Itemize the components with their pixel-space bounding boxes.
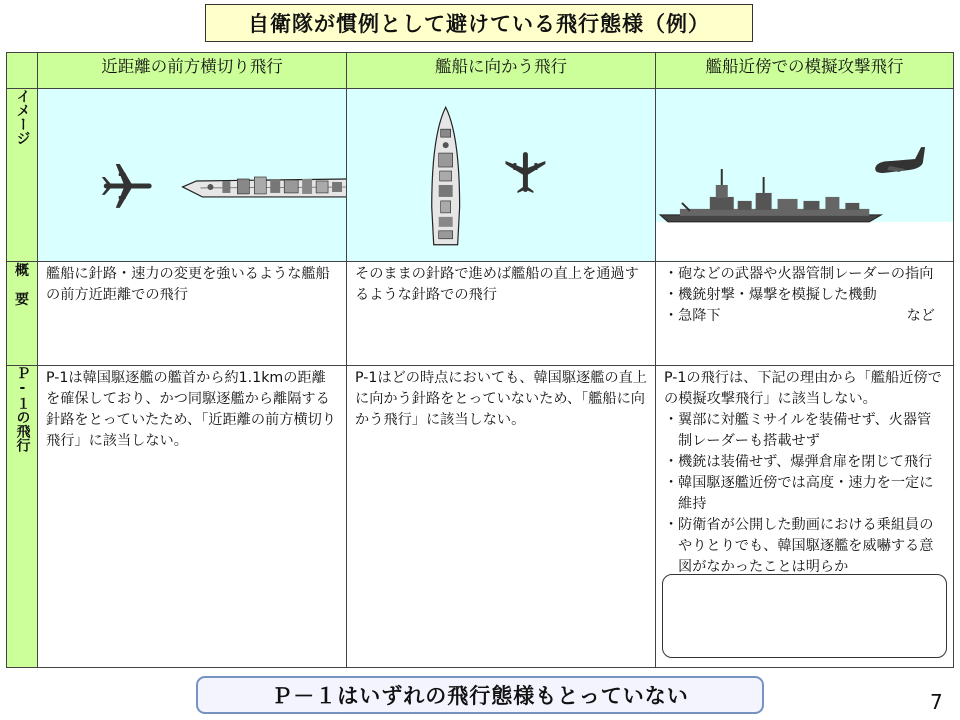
row-label-image-text: イメージ	[14, 89, 31, 145]
bullet: ・	[664, 475, 679, 491]
row-label-summary-2: 要	[15, 291, 29, 308]
crossing-illustration	[38, 89, 346, 261]
slide-title: 自衛隊が慣例として避けている飛行態様（例）	[205, 4, 753, 42]
summary-etc: など	[906, 308, 935, 324]
list-item	[664, 473, 945, 515]
corner-cell	[7, 53, 38, 89]
flight-pattern-table	[6, 52, 954, 668]
image-mock-attack	[656, 89, 954, 262]
p1-mock-attack	[656, 366, 954, 668]
summary-mock-attack-list	[656, 262, 953, 327]
bullet: ・	[664, 412, 679, 428]
summary-row	[7, 262, 954, 366]
image-row	[7, 89, 954, 262]
header-row	[7, 53, 954, 89]
list-item-text: 機銃射撃・爆撃を模擬した機動	[678, 287, 877, 303]
aircraft-side-icon	[875, 147, 925, 173]
destroyer-side-icon	[660, 169, 881, 222]
bullet: ・	[664, 287, 679, 303]
summary-crossing-text: 艦船に針路・速力の変更を強いるような艦船の前方近距離での飛行	[46, 266, 330, 303]
summary-toward-ship	[347, 262, 656, 366]
destroyer-top-icon	[432, 107, 460, 245]
p1-crossing	[38, 366, 347, 668]
list-item	[664, 452, 945, 473]
list-item-text: 砲などの武器や火器管制レーダーの指向	[678, 266, 934, 282]
p1-toward-ship-text: P-1はどの時点においても、韓国駆逐艦の直上に向かう針路をとっていないため、「艦船に向かう飛行」に該当しない。	[355, 370, 647, 428]
bullet: ・	[664, 454, 679, 470]
column-header-crossing: 近距離の前方横切り飛行	[38, 53, 347, 89]
p1-crossing-text: P-1は韓国駆逐艦の艦首から約1.1kmの距離を確保しており、かつ同駆逐艦から離隔する針路をとっていたため、「近距離の前方横切り飛行」に該当しない。	[46, 370, 336, 449]
list-item-text: 翼部に対艦ミサイルを装備せず、火器管制レーダーも搭載せず	[678, 412, 932, 449]
summary-mock-attack	[656, 262, 954, 366]
summary-crossing	[38, 262, 347, 366]
row-label-p1-text: Ｐ-１の飛行	[14, 366, 31, 452]
list-item-text: 防衛省が公開した動画における乗組員のやりとりでも、韓国駆逐艦を威嚇する意図がなかったことは明らか	[678, 517, 934, 575]
list-item-text: 韓国駆逐艦近傍では高度・速力を一定に維持	[678, 475, 934, 512]
p1-row	[7, 366, 954, 668]
list-item-text: 機銃は装備せず、爆弾倉扉を閉じて飛行	[678, 454, 933, 470]
bullet: ・	[664, 266, 679, 282]
aircraft-top-icon	[102, 164, 152, 208]
column-header-mock-attack: 艦船近傍での模擬攻撃飛行	[656, 53, 954, 89]
row-label-p1	[7, 366, 38, 668]
row-label-image	[7, 89, 38, 262]
list-item	[664, 285, 945, 306]
toward-ship-illustration	[347, 89, 655, 261]
column-header-toward-ship: 艦船に向かう飛行	[347, 53, 656, 89]
row-label-summary-1: 概	[15, 263, 29, 279]
list-item	[664, 410, 945, 452]
p1-mock-attack-intro: P-1の飛行は、下記の理由から「艦船近傍での模擬攻撃飛行」に該当しない。	[664, 370, 942, 407]
mock-attack-illustration	[656, 89, 953, 261]
bullet: ・	[664, 308, 679, 324]
list-item-text: 急降下	[678, 308, 721, 324]
image-toward-ship	[347, 89, 656, 262]
sea-area	[656, 222, 953, 261]
list-item	[664, 306, 945, 327]
destroyer-side-icon	[183, 177, 346, 197]
summary-toward-ship-text: そのままの針路で進めば艦船の直上を通過するような針路での飛行	[355, 266, 639, 303]
p1-mock-attack-list	[656, 410, 953, 578]
page-number: 7	[930, 690, 943, 714]
row-label-summary	[7, 262, 38, 366]
image-crossing	[38, 89, 347, 262]
bullet: ・	[664, 517, 679, 533]
highlight-bracket	[662, 574, 947, 658]
aircraft-top-icon	[505, 152, 545, 193]
list-item	[664, 515, 945, 578]
list-item	[664, 264, 945, 285]
p1-toward-ship	[347, 366, 656, 668]
conclusion-box: Ｐ－１はいずれの飛行態様もとっていない	[196, 676, 764, 714]
